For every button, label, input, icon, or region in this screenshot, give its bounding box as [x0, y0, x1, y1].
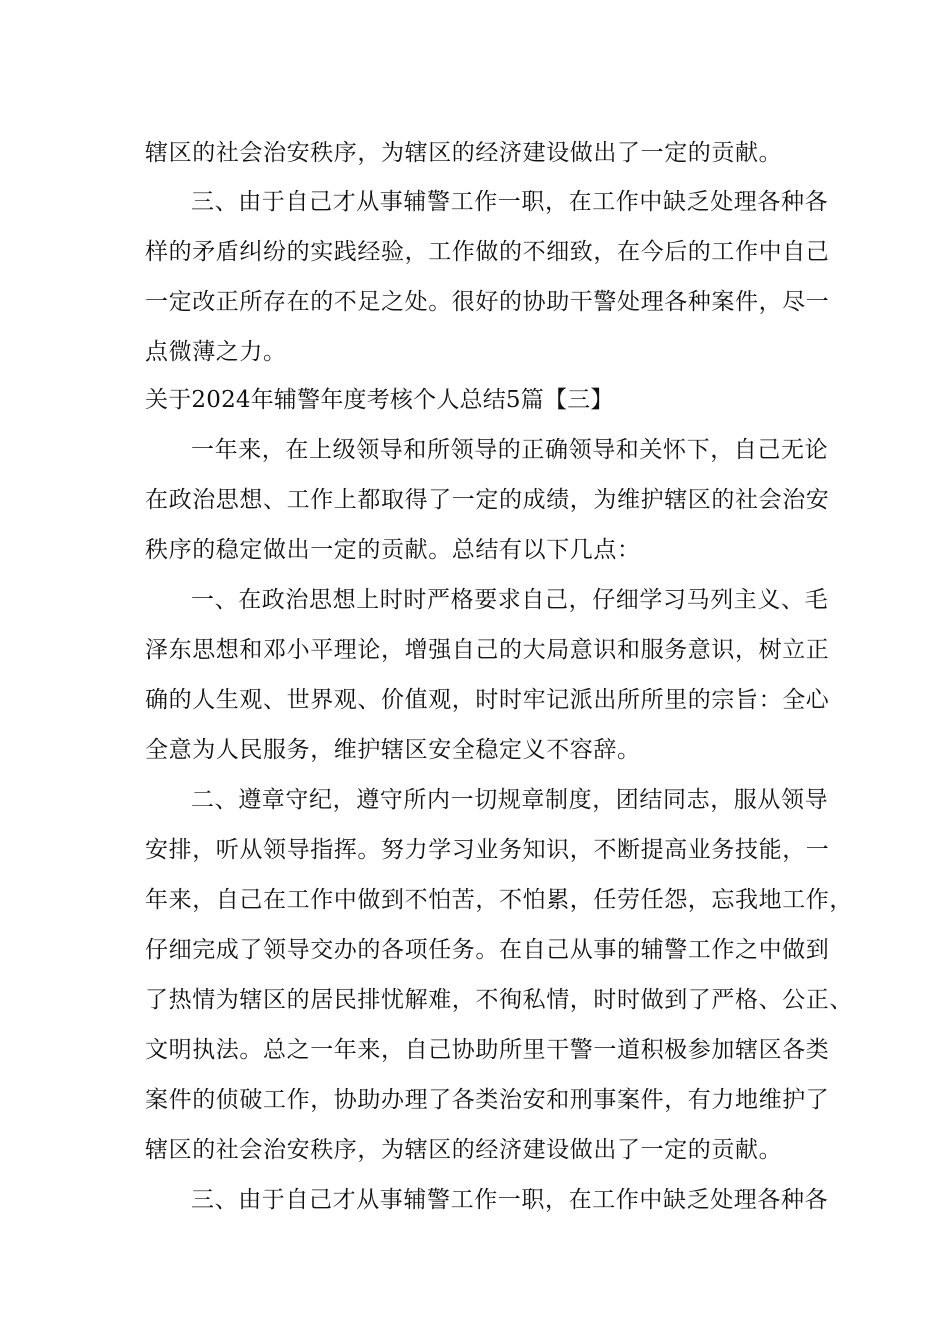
text-line: 全意为人民服务，维护辖区安全稳定义不容辞。 [145, 737, 641, 763]
text-line: 确的人生观、世界观、价值观，时时牢记派出所所里的宗旨：全心 [145, 687, 830, 713]
text-line: 点微薄之力。 [145, 339, 287, 365]
section-heading: 关于2024年辅警年度考核个人总结5篇【三】 [145, 387, 614, 413]
text-line: 安排，听从领导指挥。努力学习业务知识，不断提高业务技能，一 [145, 837, 830, 863]
paragraph-start-line: 一年来，在上级领导和所领导的正确领导和关怀下，自己无论 [191, 437, 829, 463]
text-line: 一定改正所存在的不足之处。很好的协助干警处理各种案件，尽一 [145, 289, 830, 315]
paragraph-start-line: 一、在政治思想上时时严格要求自己，仔细学习马列主义、毛 [191, 587, 829, 613]
paragraph-start-line: 三、由于自己才从事辅警工作一职，在工作中缺乏处理各种各 [191, 1187, 829, 1213]
text-line: 样的矛盾纠纷的实践经验，工作做的不细致，在今后的工作中自己 [145, 239, 830, 265]
text-line: 在政治思想、工作上都取得了一定的成绩，为维护辖区的社会治安 [145, 487, 830, 513]
text-line: 辖区的社会治安秩序，为辖区的经济建设做出了一定的贡献。 [145, 140, 783, 166]
paragraph-start-line: 三、由于自己才从事辅警工作一职，在工作中缺乏处理各种各 [191, 189, 829, 215]
text-line: 仔细完成了领导交办的各项任务。在自己从事的辅警工作之中做到 [145, 937, 830, 963]
text-line: 文明执法。总之一年来，自己协助所里干警一道积极参加辖区各类 [145, 1037, 830, 1063]
text-line: 案件的侦破工作，协助办理了各类治安和刑事案件，有力地维护了 [145, 1087, 830, 1113]
text-line: 辖区的社会治安秩序，为辖区的经济建设做出了一定的贡献。 [145, 1137, 783, 1163]
text-line: 了热情为辖区的居民排忧解难，不徇私情，时时做到了严格、公正、 [145, 987, 853, 1013]
paragraph-start-line: 二、遵章守纪，遵守所内一切规章制度，团结同志，服从领导 [191, 787, 829, 813]
text-line: 秩序的稳定做出一定的贡献。总结有以下几点： [145, 537, 641, 563]
text-line: 泽东思想和邓小平理论，增强自己的大局意识和服务意识，树立正 [145, 637, 830, 663]
text-line: 年来，自己在工作中做到不怕苦，不怕累，任劳任怨，忘我地工作， [145, 887, 853, 913]
